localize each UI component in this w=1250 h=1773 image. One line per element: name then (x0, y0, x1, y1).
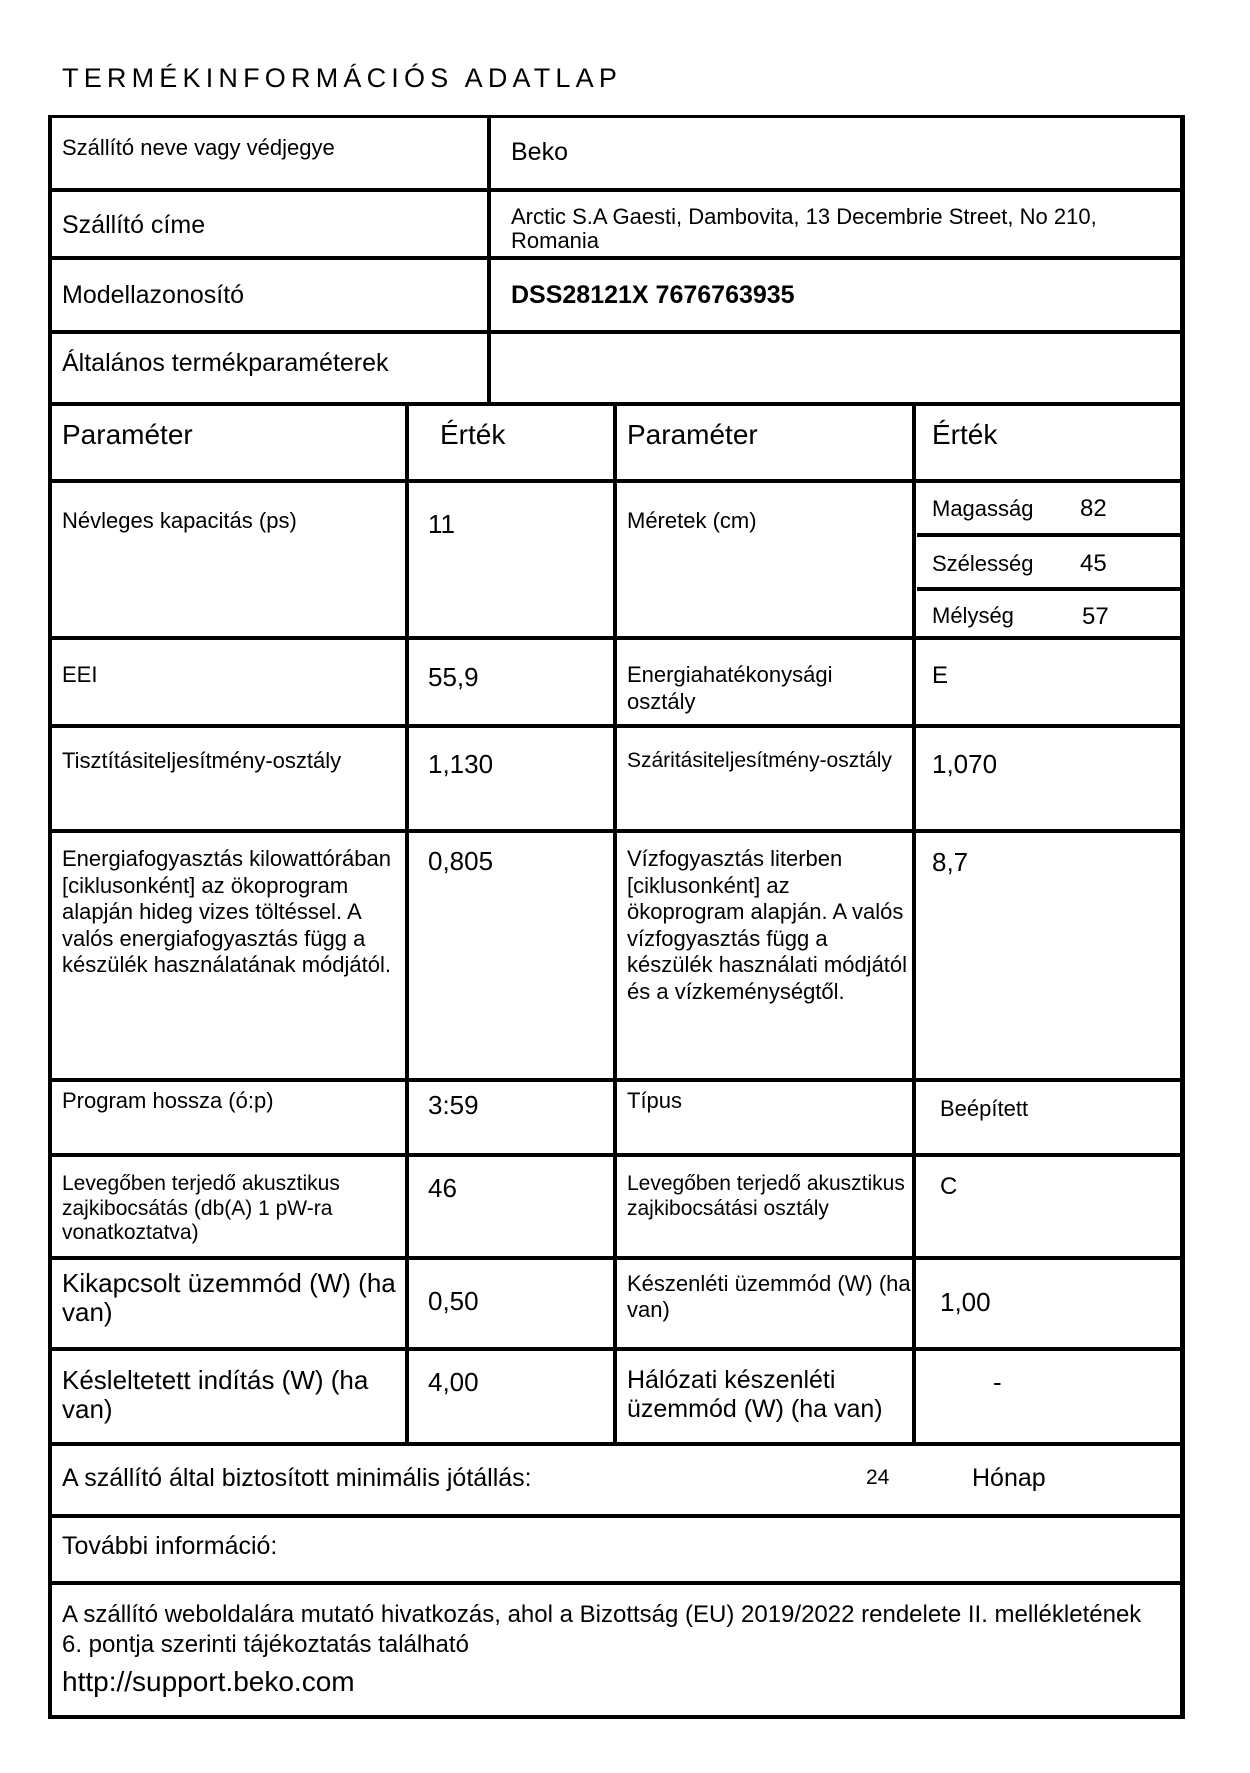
dimension-value: 45 (1080, 550, 1107, 577)
column-divider (487, 115, 491, 404)
row-divider (48, 188, 1185, 192)
param-value: 4,00 (428, 1367, 479, 1397)
param-value: 1,070 (932, 749, 998, 779)
column-header-parameter: Paraméter (62, 419, 193, 450)
param-label: Levegőben terjedő akusztikus zajkibocsátási osztály (627, 1172, 905, 1220)
dimension-label: Magasság (932, 496, 1034, 521)
page-title: TERMÉKINFORMÁCIÓS ADATLAP (62, 63, 623, 93)
param-label: Késleltetett indítás (W) (ha van) (62, 1365, 369, 1424)
param-label: EEI (62, 662, 98, 687)
dimension-divider (917, 533, 1185, 537)
column-divider (613, 402, 617, 1444)
param-value: C (940, 1173, 958, 1200)
column-header-value: Érték (932, 419, 998, 450)
row-divider (48, 256, 1185, 260)
dimension-value: 57 (1082, 603, 1109, 630)
warranty-value: 24 (866, 1466, 890, 1489)
param-label: Program hossza (ó:p) (62, 1088, 274, 1113)
param-label: Levegőben terjedő akusztikus zajkibocsátás (db(A) 1 pW-ra vonatkoztatva) (62, 1172, 340, 1244)
param-value: 55,9 (428, 662, 479, 692)
dimension-label: Szélesség (932, 551, 1034, 576)
param-label: Energiafogyasztás kilowattórában [ciklusonként] az ökoprogram alapján hideg vizes töltéssel. A valós energiafogyasztás függ a készülék használatának módjától. (62, 846, 391, 978)
column-header-parameter: Paraméter (627, 419, 758, 450)
warranty-label: A szállító által biztosított minimális jótállás: (62, 1464, 532, 1492)
supplier-name-value: Beko (511, 138, 568, 166)
param-label: Készenléti üzemmód (W) (ha van) (627, 1271, 911, 1322)
param-value: 1,130 (428, 749, 494, 779)
param-label: Hálózati készenléti üzemmód (W) (ha van) (627, 1366, 883, 1423)
dimension-divider (917, 587, 1185, 591)
row-divider (48, 1581, 1185, 1585)
param-value: - (993, 1367, 1002, 1397)
param-value: 11 (428, 509, 455, 539)
param-value: 46 (428, 1173, 457, 1203)
dimension-label: Mélység (932, 603, 1014, 628)
param-value: Beépített (940, 1096, 1029, 1121)
footer-text: A szállító weboldalára mutató hivatkozás, ahol a Bizottság (EU) 2019/2022 rendelete II. mellékletének 6. pontja szerinti tájékoztatás található (62, 1601, 1142, 1658)
param-label: Méretek (cm) (627, 508, 757, 533)
param-label: Száritásiteljesítmény-osztály (627, 749, 892, 772)
additional-info-label: További információ: (62, 1532, 278, 1560)
column-header-value: Érték (440, 419, 506, 450)
param-value: 1,00 (940, 1287, 991, 1317)
dimension-value: 82 (1080, 495, 1107, 522)
general-parameters-label: Általános termékparaméterek (62, 349, 389, 377)
param-value: 8,7 (932, 847, 969, 877)
supplier-name-label: Szállító neve vagy védjegye (62, 135, 335, 160)
model-identifier-label: Modellazonosító (62, 281, 245, 309)
param-value: 3:59 (428, 1090, 479, 1120)
row-divider (48, 1514, 1185, 1518)
param-label: Névleges kapacitás (ps) (62, 508, 297, 533)
param-label: Kikapcsolt üzemmód (W) (ha van) (62, 1268, 396, 1327)
param-label: Vízfogyasztás literben [ciklusonként] az ökoprogram alapján. A valós vízfogyasztás függ a készülék használati módjától és a vízkeménységtől. (627, 846, 908, 1004)
param-label: Tisztításiteljesítmény-osztály (62, 748, 342, 773)
supplier-address-label: Szállító címe (62, 211, 206, 239)
param-label: Típus (627, 1088, 683, 1113)
param-value: 0,805 (428, 846, 494, 876)
support-link[interactable]: http://support.beko.com (62, 1666, 355, 1697)
row-divider (48, 330, 1185, 334)
warranty-unit: Hónap (972, 1464, 1046, 1492)
supplier-address-value: Arctic S.A Gaesti, Dambovita, 13 Decembrie Street, No 210, Romania (511, 204, 1097, 253)
model-identifier-value: DSS28121X 7676763935 (511, 281, 795, 309)
param-value: E (932, 662, 949, 689)
param-value: 0,50 (428, 1286, 479, 1316)
param-label: Energiahatékonysági osztály (627, 662, 833, 714)
